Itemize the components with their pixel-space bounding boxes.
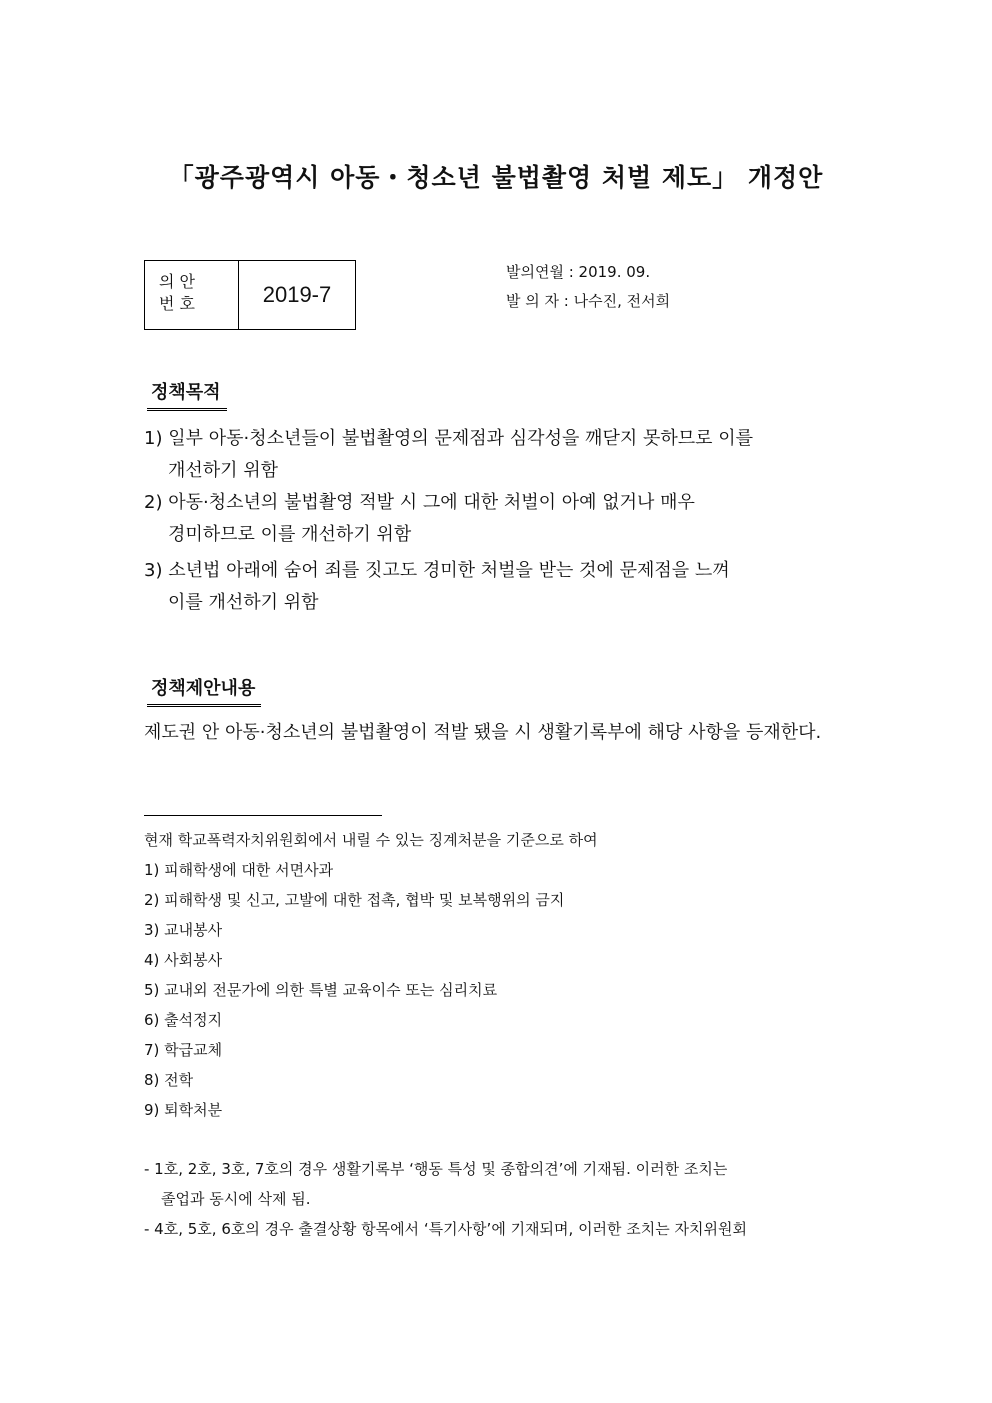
- bill-number-table: [144, 260, 356, 330]
- footnote-note: [144, 1214, 850, 1244]
- footnote-item: 3) 교내봉사: [144, 921, 223, 939]
- purpose-item: [144, 487, 695, 551]
- bill-label-line2: 번 호: [159, 294, 195, 313]
- document-title: 「광주광역시 아동・청소년 불법촬영 처벌 제도」 개정안: [168, 163, 824, 192]
- bill-label-line1: 의 안: [159, 272, 195, 291]
- footnote-note-line: - 1호, 2호, 3호, 7호의 경우 생활기록부 ‘행동 특성 및 종합의견’에 기재됨. 이러한 조치는: [144, 1160, 728, 1178]
- bill-number-label: [145, 261, 239, 329]
- purpose-item-line: 1) 일부 아동·청소년들이 불법촬영의 문제점과 심각성을 깨닫지 못하므로 이를: [144, 428, 753, 449]
- purpose-item-line: 경미하므로 이를 개선하기 위함: [168, 524, 412, 545]
- footnote-item: 6) 출석정지: [144, 1011, 223, 1029]
- footnote-note-line: 졸업과 동시에 삭제 됨.: [161, 1190, 311, 1208]
- footnote-note: [144, 1154, 850, 1214]
- proposer: 발 의 자 : 나수진, 전서희: [506, 292, 671, 310]
- footnote-item: 8) 전학: [144, 1071, 194, 1089]
- purpose-item-line: 이를 개선하기 위함: [168, 592, 319, 613]
- footnote-item: 9) 퇴학처분: [144, 1101, 223, 1119]
- purpose-heading: 정책목적: [147, 378, 227, 411]
- purpose-item: [144, 423, 753, 487]
- purpose-item: [144, 555, 730, 619]
- footnote-item: 7) 학급교체: [144, 1041, 223, 1059]
- footnote-note-line: - 4호, 5호, 6호의 경우 출결상황 항목에서 ‘특기사항’에 기재되며, 이러한 조치는 자치위원회: [144, 1220, 747, 1238]
- purpose-item-line: 3) 소년법 아래에 숨어 죄를 짓고도 경미한 처벌을 받는 것에 문제점을 느껴: [144, 560, 730, 581]
- purpose-item-line: 개선하기 위함: [168, 460, 279, 481]
- footnote-item: 4) 사회봉사: [144, 951, 223, 969]
- footnote-item: 1) 피해학생에 대한 서면사과: [144, 861, 334, 879]
- footnote-item: 2) 피해학생 및 신고, 고발에 대한 접촉, 협박 및 보복행위의 금지: [144, 891, 565, 909]
- bill-number-value: 2019-7: [262, 282, 332, 307]
- footnote-item: 5) 교내외 전문가에 의한 특별 교육이수 또는 심리치료: [144, 981, 498, 999]
- purpose-item-line: 2) 아동·청소년의 불법촬영 적발 시 그에 대한 처벌이 아예 없거나 매우: [144, 492, 695, 513]
- proposal-date: 발의연월 : 2019. 09.: [506, 263, 651, 281]
- footnote-intro: 현재 학교폭력자치위원회에서 내릴 수 있는 징계처분을 기준으로 하여: [144, 831, 598, 849]
- proposal-heading: 정책제안내용: [147, 674, 261, 707]
- proposal-text: 제도권 안 아동·청소년의 불법촬영이 적발 됐을 시 생활기록부에 해당 사항을 등재한다.: [144, 722, 822, 743]
- footnote-divider: [144, 815, 382, 816]
